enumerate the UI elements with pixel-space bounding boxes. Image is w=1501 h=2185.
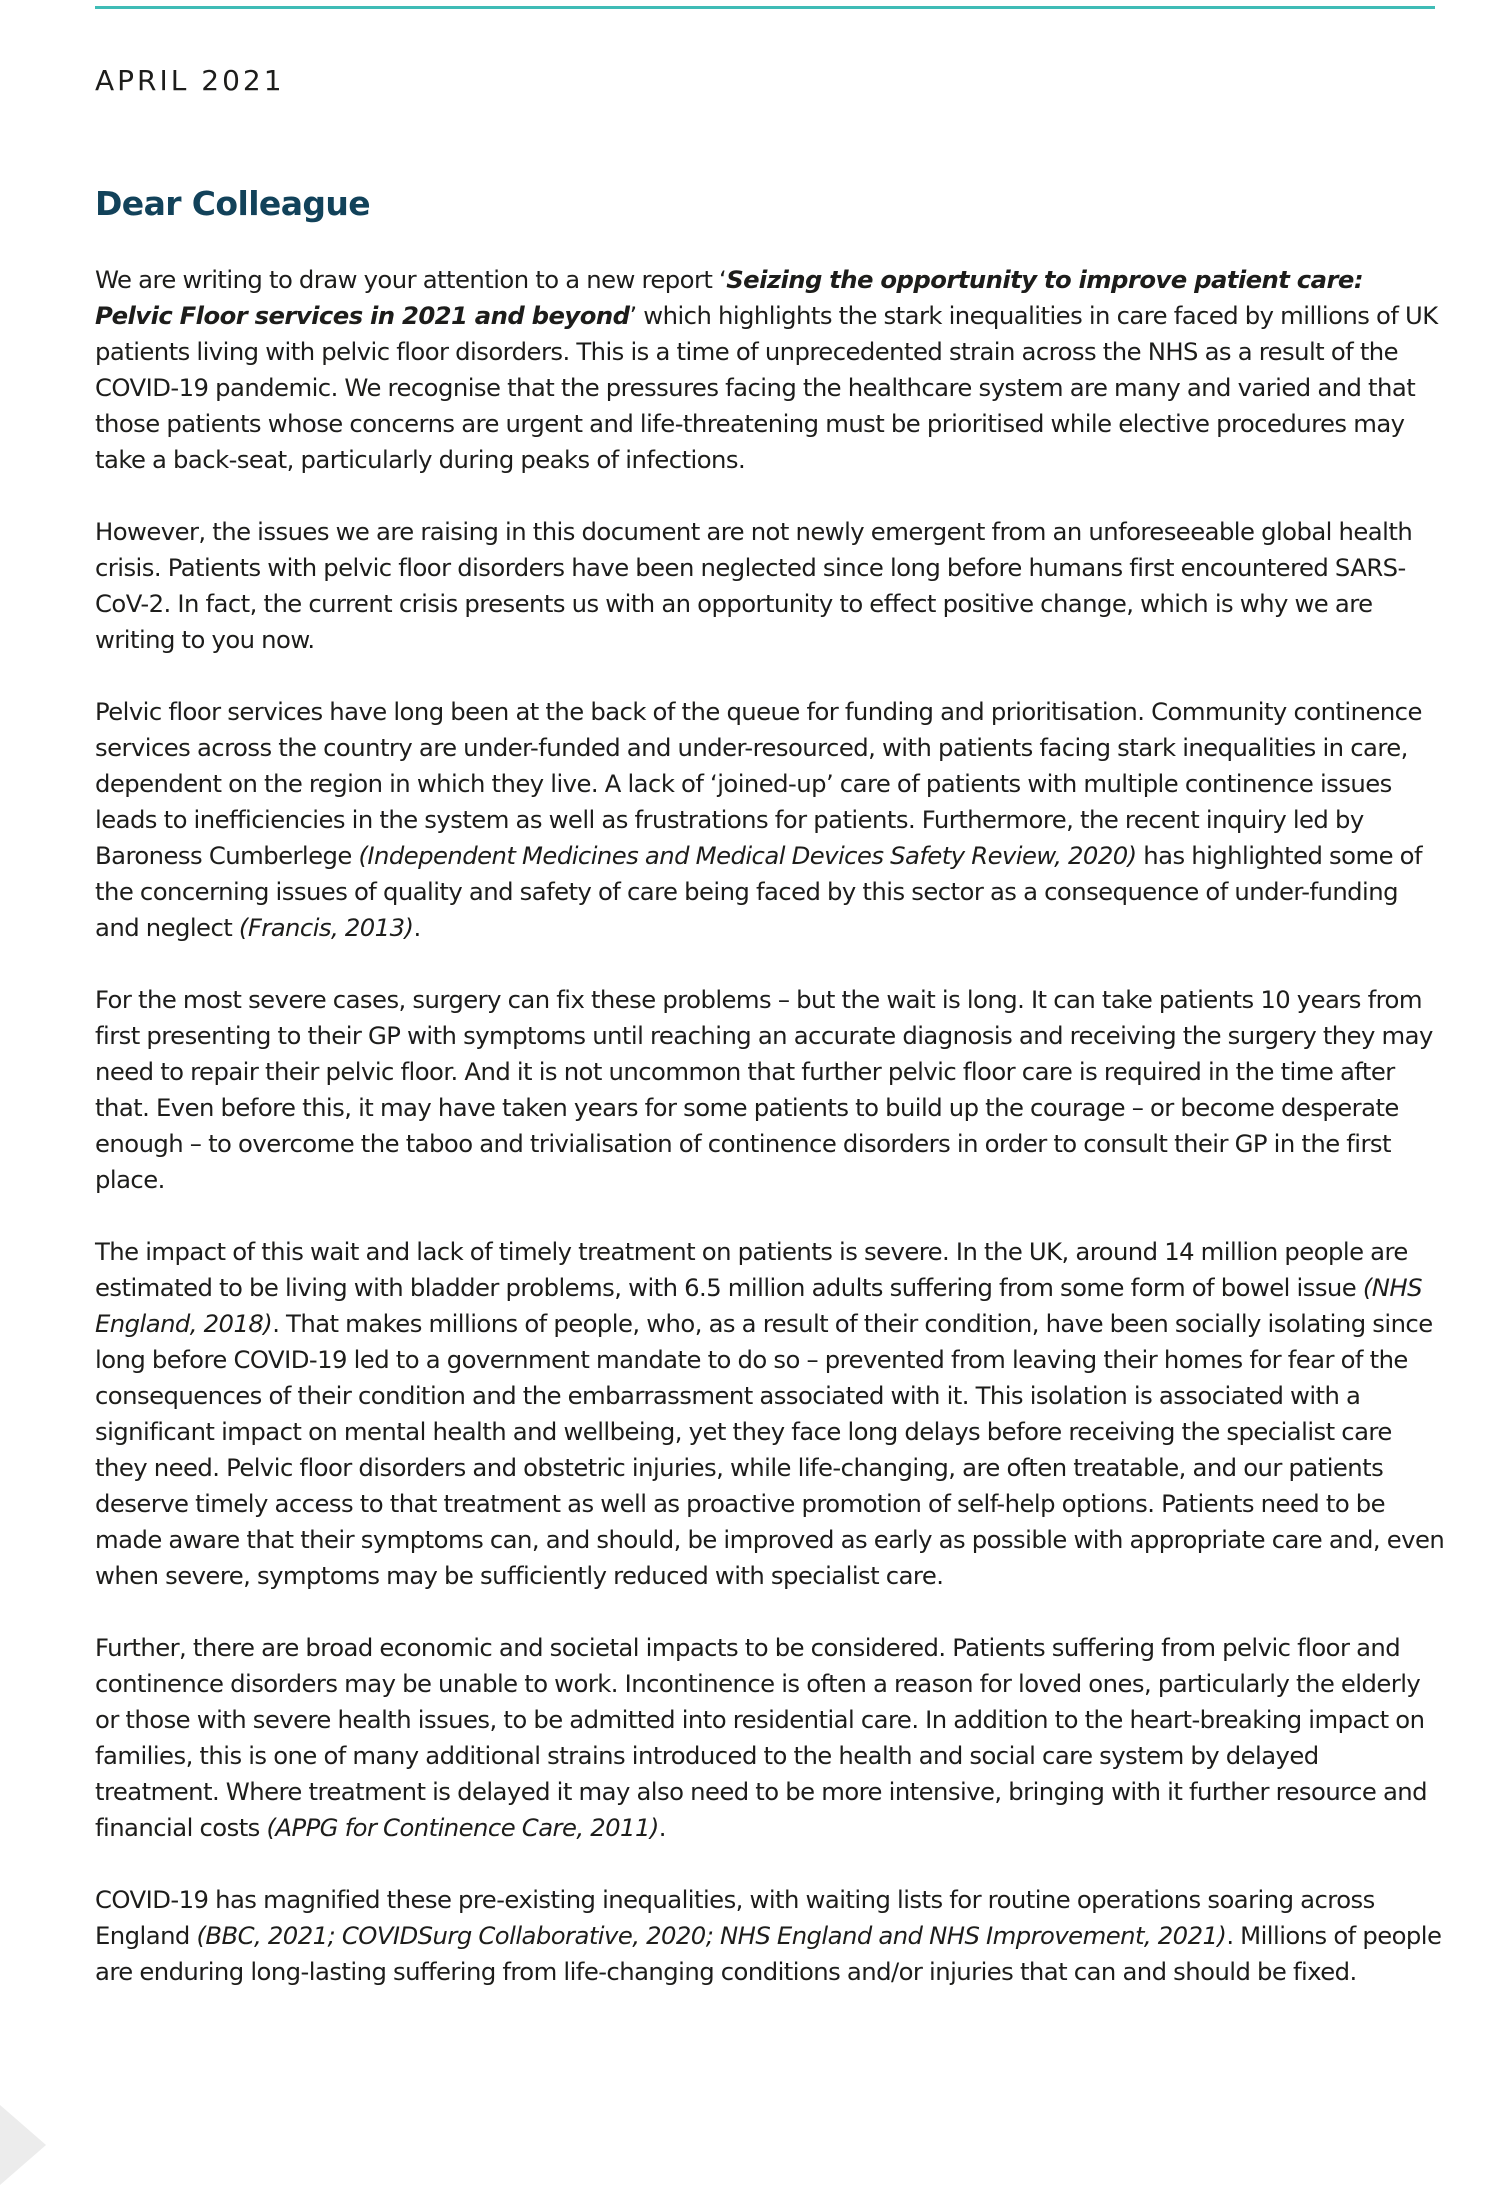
paragraph-5-text-b: . That makes millions of people, who, as a result of their condition, have been socially isolating since long before COVID-19 led to a government mandate to do so – prevented from leaving their homes for fear of the consequences of their condition and the embarrassment associated with it. This isolation is associated with a significant impact on mental health and wellbeing, yet they face long delays before receiving the specialist care they need. Pelvic floor disorders and obstetric injuries, while life-changing, are often treatable, and our patients deserve timely access to that treatment as well as proactive promotion of self-help options. Patients need to be made aware that their symptoms can, and should, be improved as early as possible with appropriate care and, even when severe, symptoms may be sufficiently reduced with specialist care. <box>95 1309 1445 1590</box>
letter-date: APRIL 2021 <box>95 64 285 97</box>
citation-bbc-covidsurg: (BBC, 2021; COVIDSurg Collaborative, 2020; NHS England and NHS Improvement, 2021) <box>196 1921 1227 1950</box>
paragraph-7-text-b: . Millions of people are enduring long-lasting suffering from life-changing conditions and/or injuries that can and should be fixed. <box>95 1921 1442 1986</box>
paragraph-3-text-b: has highlighted some of the concerning issues of quality and safety of care being faced by this sector as a consequence of under-funding and neglect <box>95 841 1422 942</box>
paragraph-4: For the most severe cases, surgery can fix these problems – but the wait is long. It can take patients 10 years from first presenting to their GP with symptoms until reaching an accurate diagnosis and receiving the surgery they may need to repair their pelvic floor. And it is not uncommon that further pelvic floor care is required in the time after that. Even before this, it may have taken years for some patients to build up the courage – or become desperate enough – to overcome the taboo and trivialisation of continence disorders in order to consult their GP in the first place. <box>95 985 1433 1194</box>
paragraph-5-text-a: The impact of this wait and lack of timely treatment on patients is severe. In the UK, around 14 million people are estimated to be living with bladder problems, with 6.5 million adults suffering from some form of bowel issue <box>95 1237 1408 1302</box>
page-corner-triangle-icon <box>0 2105 46 2185</box>
paragraph-6-text-a: Further, there are broad economic and societal impacts to be considered. Patients suffering from pelvic floor and continence disorders may be unable to work. Incontinence is often a reason for loved ones, particularly the elderly or those with severe health issues, to be admitted into residential care. In addition to the heart-breaking impact on families, this is one of many additional strains introduced to the health and social care system by delayed treatment. Where treatment is delayed it may also need to be more intensive, bringing with it further resource and financial costs <box>95 1633 1428 1842</box>
paragraph-3 <box>95 694 1445 946</box>
paragraph-5 <box>95 1234 1445 1594</box>
paragraph-1 <box>95 262 1445 478</box>
paragraph-3-text-c: . <box>413 913 421 942</box>
citation-nhs-england-2018: (NHS England, 2018) <box>95 1273 1423 1338</box>
paragraph-6 <box>95 1630 1445 1846</box>
paragraph-3-text-a: Pelvic floor services have long been at the back of the queue for funding and prioritisation. Community continence services across the country are under-funded and under-resourced, with patients facing stark inequalities in care, dependent on the region in which they live. A lack of ‘joined-up’ care of patients with multiple continence issues leads to inefficiencies in the system as well as frustrations for patients. Furthermore, the recent inquiry led by Baroness Cumberlege <box>95 697 1422 870</box>
paragraph-2: However, the issues we are raising in this document are not newly emergent from an unforeseeable global health crisis. Patients with pelvic floor disorders have been neglected since long before humans first encountered SARS-CoV-2. In fact, the current crisis presents us with an opportunity to effect positive change, which is why we are writing to you now. <box>95 517 1413 654</box>
paragraph-6-text-b: . <box>658 1813 666 1842</box>
paragraph-1-intro: We are writing to draw your attention to a new report ‘ <box>95 265 727 294</box>
letter-body <box>95 262 1445 2026</box>
report-title: Seizing the opportunity to improve patient care: Pelvic Floor services in 2021 and beyond <box>95 265 1364 330</box>
paragraph-7-text-a: COVID-19 has magnified these pre-existing inequalities, with waiting lists for routine operations soaring across England <box>95 1885 1375 1950</box>
citation-francis: (Francis, 2013) <box>238 913 414 942</box>
citation-appg: (APPG for Continence Care, 2011) <box>266 1813 659 1842</box>
paragraph-7 <box>95 1882 1445 1990</box>
citation-cumberlege-review: (Independent Medicines and Medical Devices Safety Review, 2020) <box>358 841 1137 870</box>
paragraph-1-rest: ’ which highlights the stark inequalities in care faced by millions of UK patients living with pelvic floor disorders. This is a time of unprecedented strain across the NHS as a result of the COVID-19 pandemic. We recognise that the pressures facing the healthcare system are many and varied and that those patients whose concerns are urgent and life-threatening must be prioritised while elective procedures may take a back-seat, particularly during peaks of infections. <box>95 301 1438 474</box>
header-accent-rule <box>95 6 1435 9</box>
salutation-heading: Dear Colleague <box>95 184 371 223</box>
